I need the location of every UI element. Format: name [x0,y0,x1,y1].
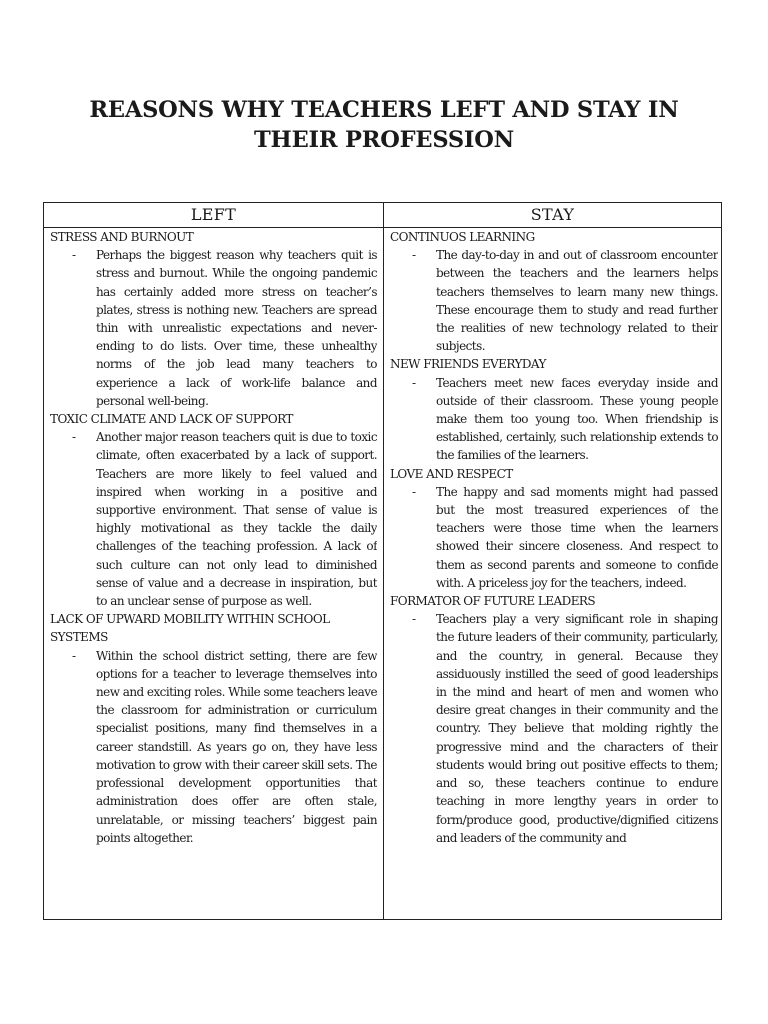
right-section-future-leaders [390,592,718,847]
bullet-marker: - [412,484,416,499]
page-title-line-1: REASONS WHY TEACHERS LEFT AND STAY IN [89,97,679,123]
bullet-marker: - [412,248,416,263]
bullet-marker: - [412,375,416,390]
bullet-marker: - [72,248,76,263]
bullet-item [390,374,718,465]
bullet-item [390,610,718,847]
bullet-text: The day-to-day in and out of classroom encounter between the teachers and the learners helps teachers themselves to learn many new things. These encourage them to study and read further the realities of new technology related to their subjects. [436,248,718,354]
column-header-right: STAY [530,205,575,224]
right-section-love-respect [390,465,718,592]
comparison-table [43,202,722,920]
left-section-stress [50,228,377,410]
left-column [50,228,377,919]
bullet-marker: - [72,648,76,663]
bullet-item [50,246,377,410]
page-title-line-2: THEIR PROFESSION [253,127,515,153]
bullet-text: Teachers play a very significant role in shaping the future leaders of their community, particularly, and the country, in general. Because they assiduously instilled the seed of good leaderships in the mind and heart of men and women who desire great changes in their community and the country. They believe that molding rightly the progressive mind and the characters of their students would bring out positive effects to them; and so, these teachers continue to endure teaching in more lengthy years in order to form/produce good, productive/dignified citizens and leaders of the community and [436,612,718,845]
section-heading: TOXIC CLIMATE AND LACK OF SUPPORT [50,412,293,427]
bullet-item [390,483,718,592]
bullet-marker: - [72,430,76,445]
section-heading: CONTINUOS LEARNING [390,230,535,244]
right-column [390,228,718,919]
section-heading: LOVE AND RESPECT [390,466,513,481]
left-section-upward-mobility [50,610,377,847]
bullet-item [390,246,718,355]
bullet-text: Teachers meet new faces everyday inside and outside of their classroom. These young people make them too young too. When friendship is established, certainly, such relationship extends to the families of the learners. [436,375,718,463]
bullet-text: Perhaps the biggest reason why teachers quit is stress and burnout. While the ongoing pandemic has certainly added more stress on teacher’s plates, stress is nothing new. Teachers are spread thin with unrealistic expectations and never-ending to do lists. Over time, these unhealthy norms of the job lead many teachers to experience a lack of work-life balance and personal well-being. [96,248,377,408]
right-section-new-friends [390,355,718,464]
right-section-learning [390,228,718,355]
column-header-left: LEFT [190,205,237,224]
page-title [60,95,708,155]
section-heading: FORMATOR OF FUTURE LEADERS [390,594,596,609]
bullet-marker: - [412,612,416,627]
bullet-item [50,647,377,847]
bullet-text: The happy and sad moments might had passed but the most treasured experiences of the teachers were those time when the learners showed their sincere closeness. And respect to them as second parents and someone to confide with. A priceless joy for the teachers, indeed. [436,484,718,590]
bullet-text: Within the school district setting, there are few options for a teacher to leverage themselves into new and exciting roles. While some teachers leave the classroom for administration or curriculum specialist positions, many find themselves in a career standstill. As years go on, they have less motivation to grow with their career skill sets. The professional development opportunities that administration does offer are often stale, unrelatable, or missing teachers’ biggest pain points altogether. [96,648,377,845]
section-heading: LACK OF UPWARD MOBILITY WITHIN SCHOOL SYSTEMS [50,612,330,645]
section-heading: STRESS AND BURNOUT [50,230,194,244]
column-divider [383,203,384,919]
left-section-toxic-climate [50,410,377,610]
section-heading: NEW FRIENDS EVERYDAY [390,357,546,372]
bullet-text: Another major reason teachers quit is due to toxic climate, often exacerbated by a lack of support. Teachers are more likely to feel valued and inspired when working in a positive and supportive environment. That sense of value is highly motivational as they tackle the daily challenges of the teaching profession. A lack of such culture can not only lead to diminished sense of value and a decrease in inspiration, but to an unclear sense of purpose as well. [96,430,377,609]
bullet-item [50,428,377,610]
